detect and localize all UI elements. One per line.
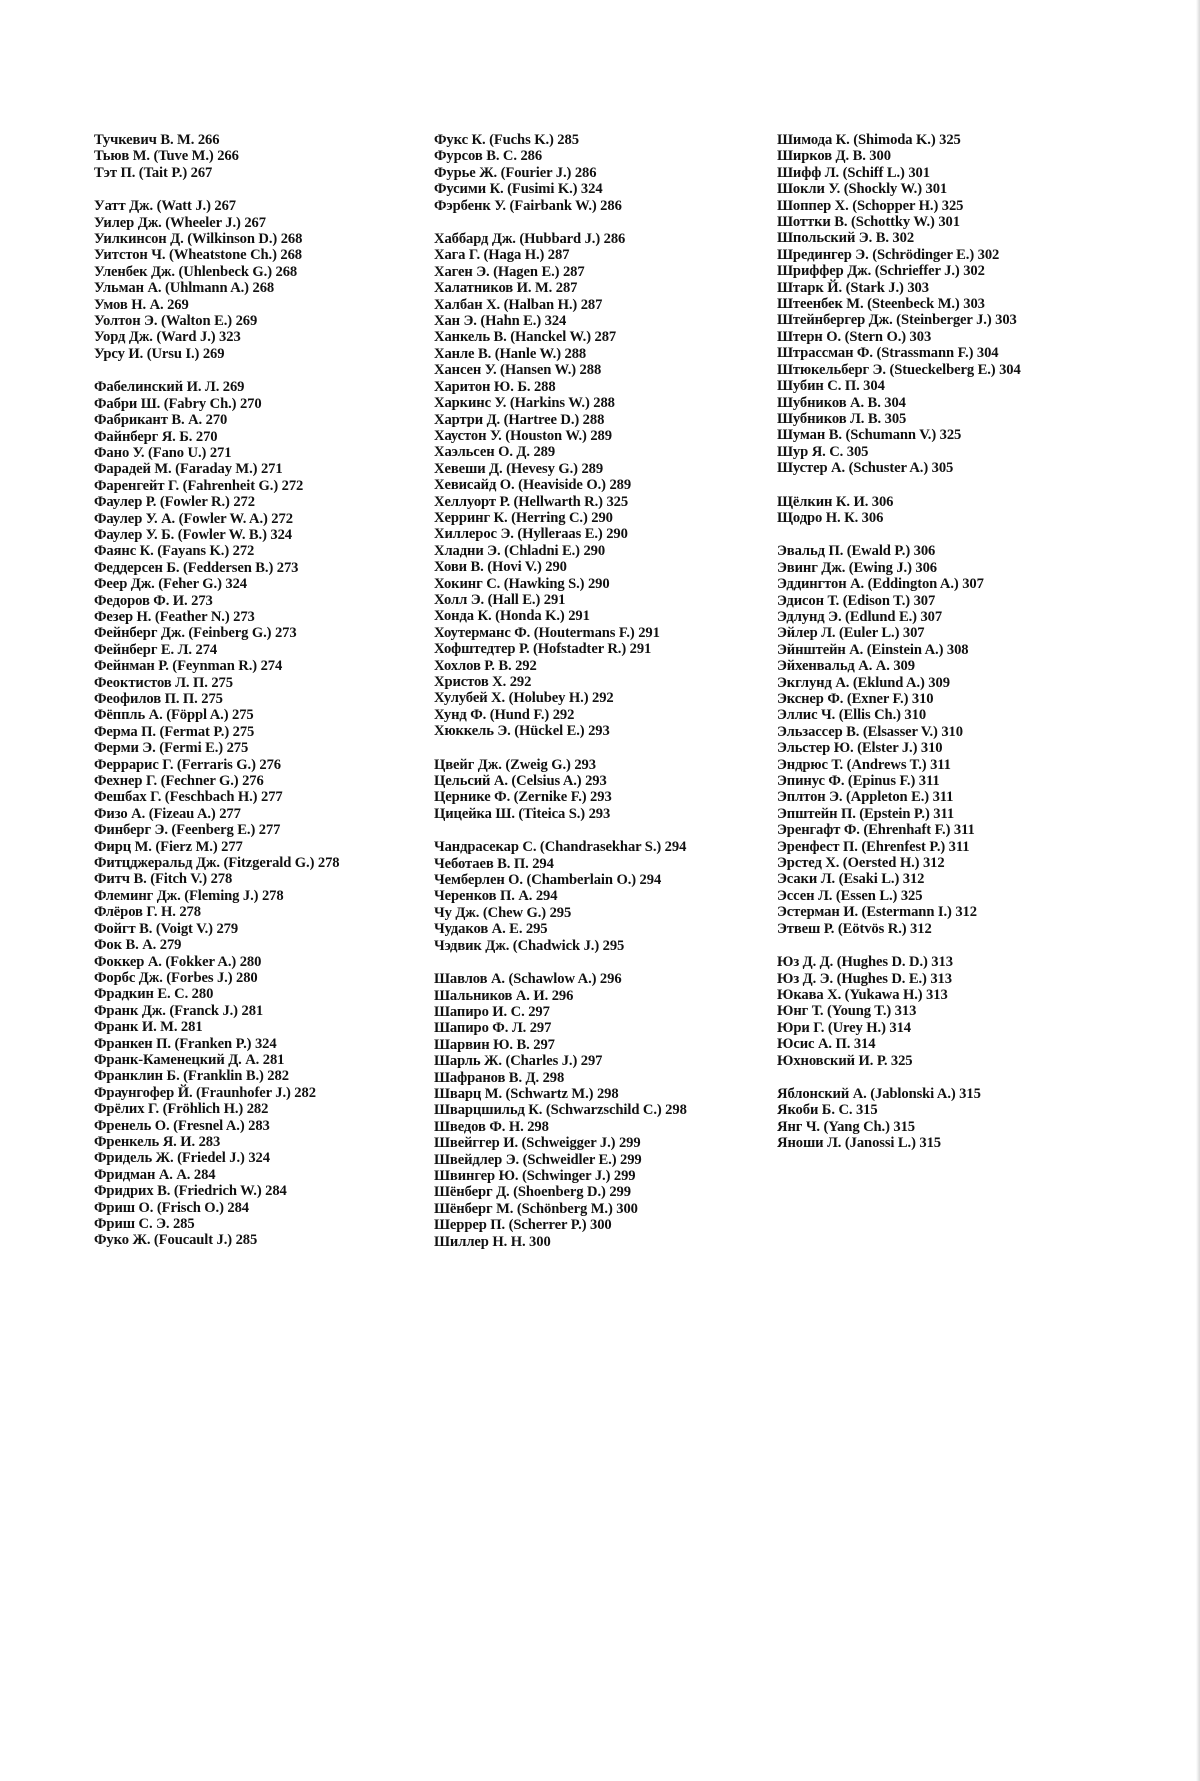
index-entry: Фоккер А. (Fokker A.) 280 bbox=[94, 953, 262, 970]
index-entry: Фэрбенк У. (Fairbank W.) 286 bbox=[434, 197, 622, 214]
index-entry: Эплтон Э. (Appleton E.) 311 bbox=[777, 789, 954, 806]
index-entry: Уорд Дж. (Ward J.) 323 bbox=[94, 329, 241, 346]
index-entry: Шимода К. (Shimoda K.) 325 bbox=[777, 132, 961, 148]
index-entry: Файнберг Я. Б. 270 bbox=[94, 428, 218, 445]
index-entry: Флёров Г. Н. 278 bbox=[94, 904, 201, 921]
index-entry: Фейнберг Дж. (Feinberg G.) 273 bbox=[94, 625, 297, 642]
index-entry: Хоутерманс Ф. (Houtermans F.) 291 bbox=[434, 624, 660, 641]
index-entry: Хаген Э. (Hagen E.) 287 bbox=[434, 263, 585, 280]
index-entry: Шапиро И. С. 297 bbox=[434, 1003, 550, 1020]
index-entry: Юри Г. (Urey H.) 314 bbox=[777, 1019, 911, 1036]
index-entry: Умов Н. А. 269 bbox=[94, 296, 189, 313]
index-entry: Харитон Ю. Б. 288 bbox=[434, 378, 556, 395]
index-entry: Тьюв М. (Tuve M.) 266 bbox=[94, 148, 239, 165]
index-entry: Фридман А. А. 284 bbox=[94, 1166, 216, 1183]
index-entry: Шафранов В. Д. 298 bbox=[434, 1069, 565, 1086]
index-entry: Шубников Л. В. 305 bbox=[777, 410, 907, 427]
index-entry: Яблонский А. (Jablonski A.) 315 bbox=[777, 1085, 981, 1102]
index-entry: Хунд Ф. (Hund F.) 292 bbox=[434, 706, 575, 723]
index-entry: Цицейка Ш. (Titeica S.) 293 bbox=[434, 805, 611, 822]
index-entry: Хан Э. (Hahn E.) 324 bbox=[434, 313, 567, 330]
index-entry: Фаренгейт Г. (Fahrenheit G.) 272 bbox=[94, 477, 304, 494]
index-entry: Фаянс К. (Fayans K.) 272 bbox=[94, 543, 255, 560]
page-edge-shadow bbox=[1196, 0, 1200, 1781]
index-entry: Шуман В. (Schumann V.) 325 bbox=[777, 427, 962, 444]
index-entry: Экснер Ф. (Exner F.) 310 bbox=[777, 691, 934, 707]
index-entry: Черенков П. А. 294 bbox=[434, 888, 558, 905]
index-entry: Эльзассер В. (Elsasser V.) 310 bbox=[777, 723, 963, 740]
index-entry: Шриффер Дж. (Schrieffer J.) 302 bbox=[777, 263, 985, 280]
index-entry: Урсу И. (Ursu I.) 269 bbox=[94, 345, 225, 362]
index-entry: Хокинг С. (Hawking S.) 290 bbox=[434, 575, 610, 592]
index-entry: Уилер Дж. (Wheeler J.) 267 bbox=[94, 214, 266, 231]
index-entry: Фриш О. (Frisch O.) 284 bbox=[94, 1199, 250, 1216]
index-entry: Хага Г. (Haga H.) 287 bbox=[434, 247, 570, 264]
index-entry: Шарвин Ю. В. 297 bbox=[434, 1036, 555, 1053]
index-entry: Швейдлер Э. (Schweidler E.) 299 bbox=[434, 1151, 642, 1168]
index-entry: Фаулер У. Б. (Fowler W. B.) 324 bbox=[94, 526, 292, 543]
index-letter-group bbox=[94, 198, 434, 362]
index-entry: Эсаки Л. (Esaki L.) 312 bbox=[777, 871, 925, 888]
index-entry: Флеминг Дж. (Fleming J.) 278 bbox=[94, 887, 284, 904]
index-entry: Уленбек Дж. (Uhlenbeck G.) 268 bbox=[94, 263, 298, 280]
index-entry: Харкинс У. (Harkins W.) 288 bbox=[434, 395, 615, 412]
index-entry: Чу Дж. (Chew G.) 295 bbox=[434, 904, 572, 921]
index-entry: Франкен П. (Franken P.) 324 bbox=[94, 1035, 277, 1052]
index-entry: Шубин С. П. 304 bbox=[777, 378, 885, 395]
index-entry: Шавлов А. (Schawlow A.) 296 bbox=[434, 971, 622, 988]
index-entry: Эйхенвальд А. А. 309 bbox=[777, 658, 915, 675]
index-entry: Христов Х. 292 bbox=[434, 674, 532, 690]
index-entry: Фок В. А. 279 bbox=[94, 937, 182, 954]
index-entry: Франк Дж. (Franck J.) 281 bbox=[94, 1002, 264, 1019]
index-entry: Хюккель Э. (Hückel E.) 293 bbox=[434, 723, 610, 740]
index-entry: Хиллерос Э. (Hylleraas E.) 290 bbox=[434, 526, 628, 543]
index-entry: Шведов Ф. Н. 298 bbox=[434, 1118, 549, 1135]
index-entry: Юсис А. П. 314 bbox=[777, 1036, 876, 1053]
index-entry: Уатт Дж. (Watt J.) 267 bbox=[94, 198, 236, 215]
index-letter-group bbox=[434, 757, 774, 823]
index-entry: Фабрикант В. А. 270 bbox=[94, 412, 228, 429]
index-entry: Шубников А. В. 304 bbox=[777, 394, 906, 411]
index-entry: Хевисайд О. (Heaviside O.) 289 bbox=[434, 477, 632, 494]
index-entry: Швейггер И. (Schweigger J.) 299 bbox=[434, 1135, 641, 1152]
index-entry: Уитстон Ч. (Wheatstone Ch.) 268 bbox=[94, 247, 302, 264]
index-entry: Хонда К. (Honda K.) 291 bbox=[434, 608, 590, 625]
index-letter-group bbox=[94, 379, 434, 1249]
index-entry: Юз Д. Э. (Hughes D. E.) 313 bbox=[777, 970, 952, 987]
index-entry: Эллис Ч. (Ellis Ch.) 310 bbox=[777, 707, 927, 724]
index-entry: Хладни Э. (Chladni E.) 290 bbox=[434, 542, 606, 559]
index-entry: Юз Д. Д. (Hughes D. D.) 313 bbox=[777, 954, 953, 971]
index-entry: Ферми Э. (Fermi E.) 275 bbox=[94, 740, 249, 757]
index-letter-group bbox=[777, 954, 1177, 1069]
index-entry: Эстерман И. (Estermann I.) 312 bbox=[777, 904, 977, 921]
index-entry: Хаббард Дж. (Hubbard J.) 286 bbox=[434, 231, 626, 248]
index-entry: Шварц М. (Schwartz M.) 298 bbox=[434, 1085, 619, 1102]
index-entry: Шустер А. (Schuster A.) 305 bbox=[777, 460, 954, 477]
index-entry: Шредингер Э. (Schrödinger E.) 302 bbox=[777, 246, 1000, 263]
index-entry: Тучкевич В. М. 266 bbox=[94, 132, 220, 148]
index-entry: Эпштейн П. (Epstein P.) 311 bbox=[777, 805, 955, 822]
index-entry: Фрадкин Е. С. 280 bbox=[94, 986, 214, 1003]
index-entry: Феофилов П. П. 275 bbox=[94, 691, 223, 707]
index-entry: Шальников А. И. 296 bbox=[434, 987, 574, 1004]
index-entry: Фаулер У. А. (Fowler W. A.) 272 bbox=[94, 510, 293, 527]
index-entry: Хаустон У. (Houston W.) 289 bbox=[434, 427, 612, 444]
index-entry: Шур Я. С. 305 bbox=[777, 443, 869, 460]
index-entry: Эссен Л. (Essen L.) 325 bbox=[777, 887, 923, 904]
index-entry: Юхновский И. Р. 325 bbox=[777, 1052, 913, 1069]
index-entry: Уолтон Э. (Walton E.) 269 bbox=[94, 313, 258, 330]
index-entry: Уилкинсон Д. (Wilkinson D.) 268 bbox=[94, 231, 303, 248]
index-entry: Френкель Я. И. 283 bbox=[94, 1133, 221, 1150]
index-entry: Шёнберг Д. (Shoenberg D.) 299 bbox=[434, 1184, 631, 1201]
index-entry: Фаулер Р. (Fowler R.) 272 bbox=[94, 494, 255, 511]
index-letter-group bbox=[434, 231, 774, 740]
index-entry: Шарль Ж. (Charles J.) 297 bbox=[434, 1053, 603, 1070]
index-entry: Чандрасекар С. (Chandrasekhar S.) 294 bbox=[434, 839, 687, 856]
index-entry: Шокли У. (Shockly W.) 301 bbox=[777, 181, 948, 198]
index-entry: Чудаков А. Е. 295 bbox=[434, 921, 548, 938]
index-entry: Фрёлих Г. (Fröhlich H.) 282 bbox=[94, 1101, 269, 1118]
index-entry: Хевеши Д. (Hevesy G.) 289 bbox=[434, 460, 604, 477]
index-letter-group bbox=[777, 1086, 1177, 1152]
index-entry: Шварцшильд К. (Schwarzschild C.) 298 bbox=[434, 1102, 687, 1119]
index-letter-group bbox=[94, 132, 434, 181]
index-entry: Фешбах Г. (Feschbach H.) 277 bbox=[94, 789, 283, 806]
index-entry: Ханле В. (Hanle W.) 288 bbox=[434, 345, 587, 362]
index-entry: Финберг Э. (Feenberg E.) 277 bbox=[94, 822, 281, 839]
index-entry: Хаэльсен О. Д. 289 bbox=[434, 444, 556, 461]
index-entry: Штрассман Ф. (Strassmann F.) 304 bbox=[777, 345, 999, 362]
index-entry: Феоктистов Л. П. 275 bbox=[94, 674, 233, 691]
index-entry: Феер Дж. (Feher G.) 324 bbox=[94, 576, 247, 593]
index-entry: Фриш С. Э. 285 bbox=[94, 1216, 195, 1232]
index-entry: Ханкель В. (Hanckel W.) 287 bbox=[434, 329, 617, 346]
index-entry: Шиллер Н. Н. 300 bbox=[434, 1233, 551, 1250]
index-entry: Эрстед Х. (Oersted H.) 312 bbox=[777, 855, 945, 872]
index-entry: Хансен У. (Hansen W.) 288 bbox=[434, 362, 602, 379]
index-entry: Фарадей М. (Faraday M.) 271 bbox=[94, 461, 283, 478]
index-letter-group bbox=[777, 132, 1177, 477]
index-letter-group bbox=[434, 839, 774, 954]
index-letter-group bbox=[434, 132, 774, 214]
index-entry: Халатников И. М. 287 bbox=[434, 280, 578, 297]
index-entry: Херринг К. (Herring C.) 290 bbox=[434, 509, 613, 526]
index-entry: Федоров Ф. И. 273 bbox=[94, 592, 213, 609]
index-entry: Холл Э. (Hall E.) 291 bbox=[434, 591, 566, 608]
index-entry: Эренгафт Ф. (Ehrenhaft F.) 311 bbox=[777, 822, 975, 839]
index-entry: Штеенбек М. (Steenbeck M.) 303 bbox=[777, 296, 985, 313]
index-letter-group bbox=[434, 971, 774, 1250]
index-entry: Штейнбергер Дж. (Steinberger J.) 303 bbox=[777, 312, 1017, 329]
index-entry: Цернике Ф. (Zernike F.) 293 bbox=[434, 789, 612, 806]
index-entry: Щодро Н. К. 306 bbox=[777, 509, 884, 526]
index-letter-group bbox=[777, 494, 1177, 527]
index-entry: Цвейг Дж. (Zweig G.) 293 bbox=[434, 756, 596, 773]
index-entry: Фёппль А. (Föppl A.) 275 bbox=[94, 707, 254, 724]
index-entry: Якоби Б. С. 315 bbox=[777, 1102, 878, 1119]
index-entry: Фридрих В. (Friedrich W.) 284 bbox=[94, 1183, 287, 1200]
index-entry: Цельсий А. (Celsius A.) 293 bbox=[434, 773, 607, 790]
index-entry: Штарк Й. (Stark J.) 303 bbox=[777, 279, 929, 296]
index-entry: Френель О. (Fresnel A.) 283 bbox=[94, 1117, 270, 1134]
index-entry: Физо А. (Fizeau A.) 277 bbox=[94, 805, 241, 822]
index-entry: Янг Ч. (Yang Ch.) 315 bbox=[777, 1118, 915, 1135]
index-entry: Франклин Б. (Franklin B.) 282 bbox=[94, 1068, 289, 1085]
index-entry: Яноши Л. (Janossi L.) 315 bbox=[777, 1135, 942, 1152]
index-entry: Фабри Ш. (Fabry Ch.) 270 bbox=[94, 395, 262, 412]
index-entry: Фукс К. (Fuchs K.) 285 bbox=[434, 132, 579, 148]
index-entry: Фитцджеральд Дж. (Fitzgerald G.) 278 bbox=[94, 855, 340, 872]
index-entry: Эдисон Т. (Edison T.) 307 bbox=[777, 592, 936, 609]
index-entry: Шапиро Ф. Л. 297 bbox=[434, 1020, 552, 1037]
index-entry: Фабелинский И. Л. 269 bbox=[94, 379, 245, 396]
index-entry: Феддерсен Б. (Feddersen B.) 273 bbox=[94, 559, 299, 576]
index-entry: Хулубей Х. (Holubey H.) 292 bbox=[434, 690, 614, 707]
index-entry: Хофштедтер Р. (Hofstadter R.) 291 bbox=[434, 641, 652, 658]
index-entry: Эльстер Ю. (Elster J.) 310 bbox=[777, 740, 943, 757]
index-entry: Фусими К. (Fusimi K.) 324 bbox=[434, 181, 603, 198]
index-letter-group bbox=[777, 543, 1177, 937]
index-entry: Шпольский Э. В. 302 bbox=[777, 230, 915, 247]
index-entry: Форбс Дж. (Forbes J.) 280 bbox=[94, 969, 258, 986]
index-entry: Фано У. (Fano U.) 271 bbox=[94, 444, 232, 461]
index-entry: Эйлер Л. (Euler L.) 307 bbox=[777, 625, 925, 642]
index-entry: Шеррер П. (Scherrer P.) 300 bbox=[434, 1217, 612, 1234]
index-entry: Фраунгофер Й. (Fraunhofer J.) 282 bbox=[94, 1084, 316, 1101]
index-entry: Хови В. (Hovi V.) 290 bbox=[434, 559, 567, 576]
index-entry: Шоттки В. (Schottky W.) 301 bbox=[777, 214, 960, 231]
index-entry: Франк-Каменецкий Д. А. 281 bbox=[94, 1051, 285, 1068]
index-entry: Фирц М. (Fierz M.) 277 bbox=[94, 838, 243, 855]
index-entry: Фезер Н. (Feather N.) 273 bbox=[94, 608, 255, 625]
index-entry: Юнг Т. (Young T.) 313 bbox=[777, 1003, 917, 1020]
index-entry: Фридель Ж. (Friedel J.) 324 bbox=[94, 1150, 270, 1167]
index-entry: Ульман А. (Uhlmann A.) 268 bbox=[94, 280, 275, 297]
index-entry: Эйнштейн А. (Einstein A.) 308 bbox=[777, 641, 969, 658]
index-column-3 bbox=[777, 132, 1177, 1169]
index-entry: Этвеш Р. (Eötvös R.) 312 bbox=[777, 920, 932, 937]
index-entry: Штерн О. (Stern O.) 303 bbox=[777, 328, 932, 345]
index-entry: Фурсов В. С. 286 bbox=[434, 148, 543, 165]
index-entry: Фехнер Г. (Fechner G.) 276 bbox=[94, 773, 264, 790]
index-entry: Чемберлен О. (Chamberlain O.) 294 bbox=[434, 872, 662, 889]
index-entry: Ферма П. (Fermat P.) 275 bbox=[94, 723, 255, 740]
index-entry: Халбан Х. (Halban H.) 287 bbox=[434, 296, 603, 313]
index-entry: Хартри Д. (Hartree D.) 288 bbox=[434, 411, 605, 428]
index-entry: Фурье Ж. (Fourier J.) 286 bbox=[434, 164, 597, 181]
index-entry: Франк И. М. 281 bbox=[94, 1019, 203, 1036]
index-entry: Экглунд А. (Eklund A.) 309 bbox=[777, 674, 950, 691]
index-entry: Щёлкин К. И. 306 bbox=[777, 493, 894, 510]
index-entry: Штюкельберг Э. (Stueckelberg E.) 304 bbox=[777, 361, 1021, 378]
index-entry: Фейнберг Е. Л. 274 bbox=[94, 641, 218, 658]
index-entry: Феррарис Г. (Ferraris G.) 276 bbox=[94, 756, 281, 773]
index-entry: Хеллуорт Р. (Hellwarth R.) 325 bbox=[434, 493, 629, 510]
index-entry: Эпинус Ф. (Epinus F.) 311 bbox=[777, 773, 940, 790]
index-entry: Фойгт В. (Voigt V.) 279 bbox=[94, 920, 239, 937]
index-entry: Чэдвик Дж. (Chadwick J.) 295 bbox=[434, 937, 625, 954]
index-entry: Юкава Х. (Yukawa H.) 313 bbox=[777, 986, 948, 1003]
index-entry: Ширков Д. В. 300 bbox=[777, 148, 891, 165]
index-entry: Швингер Ю. (Schwinger J.) 299 bbox=[434, 1167, 636, 1184]
index-entry: Тэт П. (Tait P.) 267 bbox=[94, 164, 213, 181]
index-entry: Шоппер Х. (Schopper H.) 325 bbox=[777, 197, 964, 214]
index-entry: Фейнман Р. (Feynman R.) 274 bbox=[94, 658, 283, 675]
index-entry: Эренфест П. (Ehrenfest P.) 311 bbox=[777, 838, 970, 855]
index-entry: Фуко Ж. (Foucault J.) 285 bbox=[94, 1232, 258, 1249]
index-entry: Эндрюс Т. (Andrews T.) 311 bbox=[777, 756, 951, 773]
index-column-2 bbox=[434, 132, 774, 1267]
index-entry: Шифф Л. (Schiff L.) 301 bbox=[777, 164, 930, 181]
index-entry: Эдлунд Э. (Edlund E.) 307 bbox=[777, 608, 943, 625]
index-entry: Эддингтон А. (Eddington A.) 307 bbox=[777, 576, 984, 593]
index-entry: Эвинг Дж. (Ewing J.) 306 bbox=[777, 559, 937, 576]
index-column-1 bbox=[94, 132, 434, 1266]
index-entry: Чеботаев В. П. 294 bbox=[434, 855, 554, 872]
index-entry: Фитч В. (Fitch V.) 278 bbox=[94, 871, 233, 888]
index-entry: Шёнберг М. (Schönberg M.) 300 bbox=[434, 1200, 638, 1217]
index-entry: Эвальд П. (Ewald P.) 306 bbox=[777, 543, 936, 560]
index-entry: Хохлов Р. В. 292 bbox=[434, 657, 537, 674]
